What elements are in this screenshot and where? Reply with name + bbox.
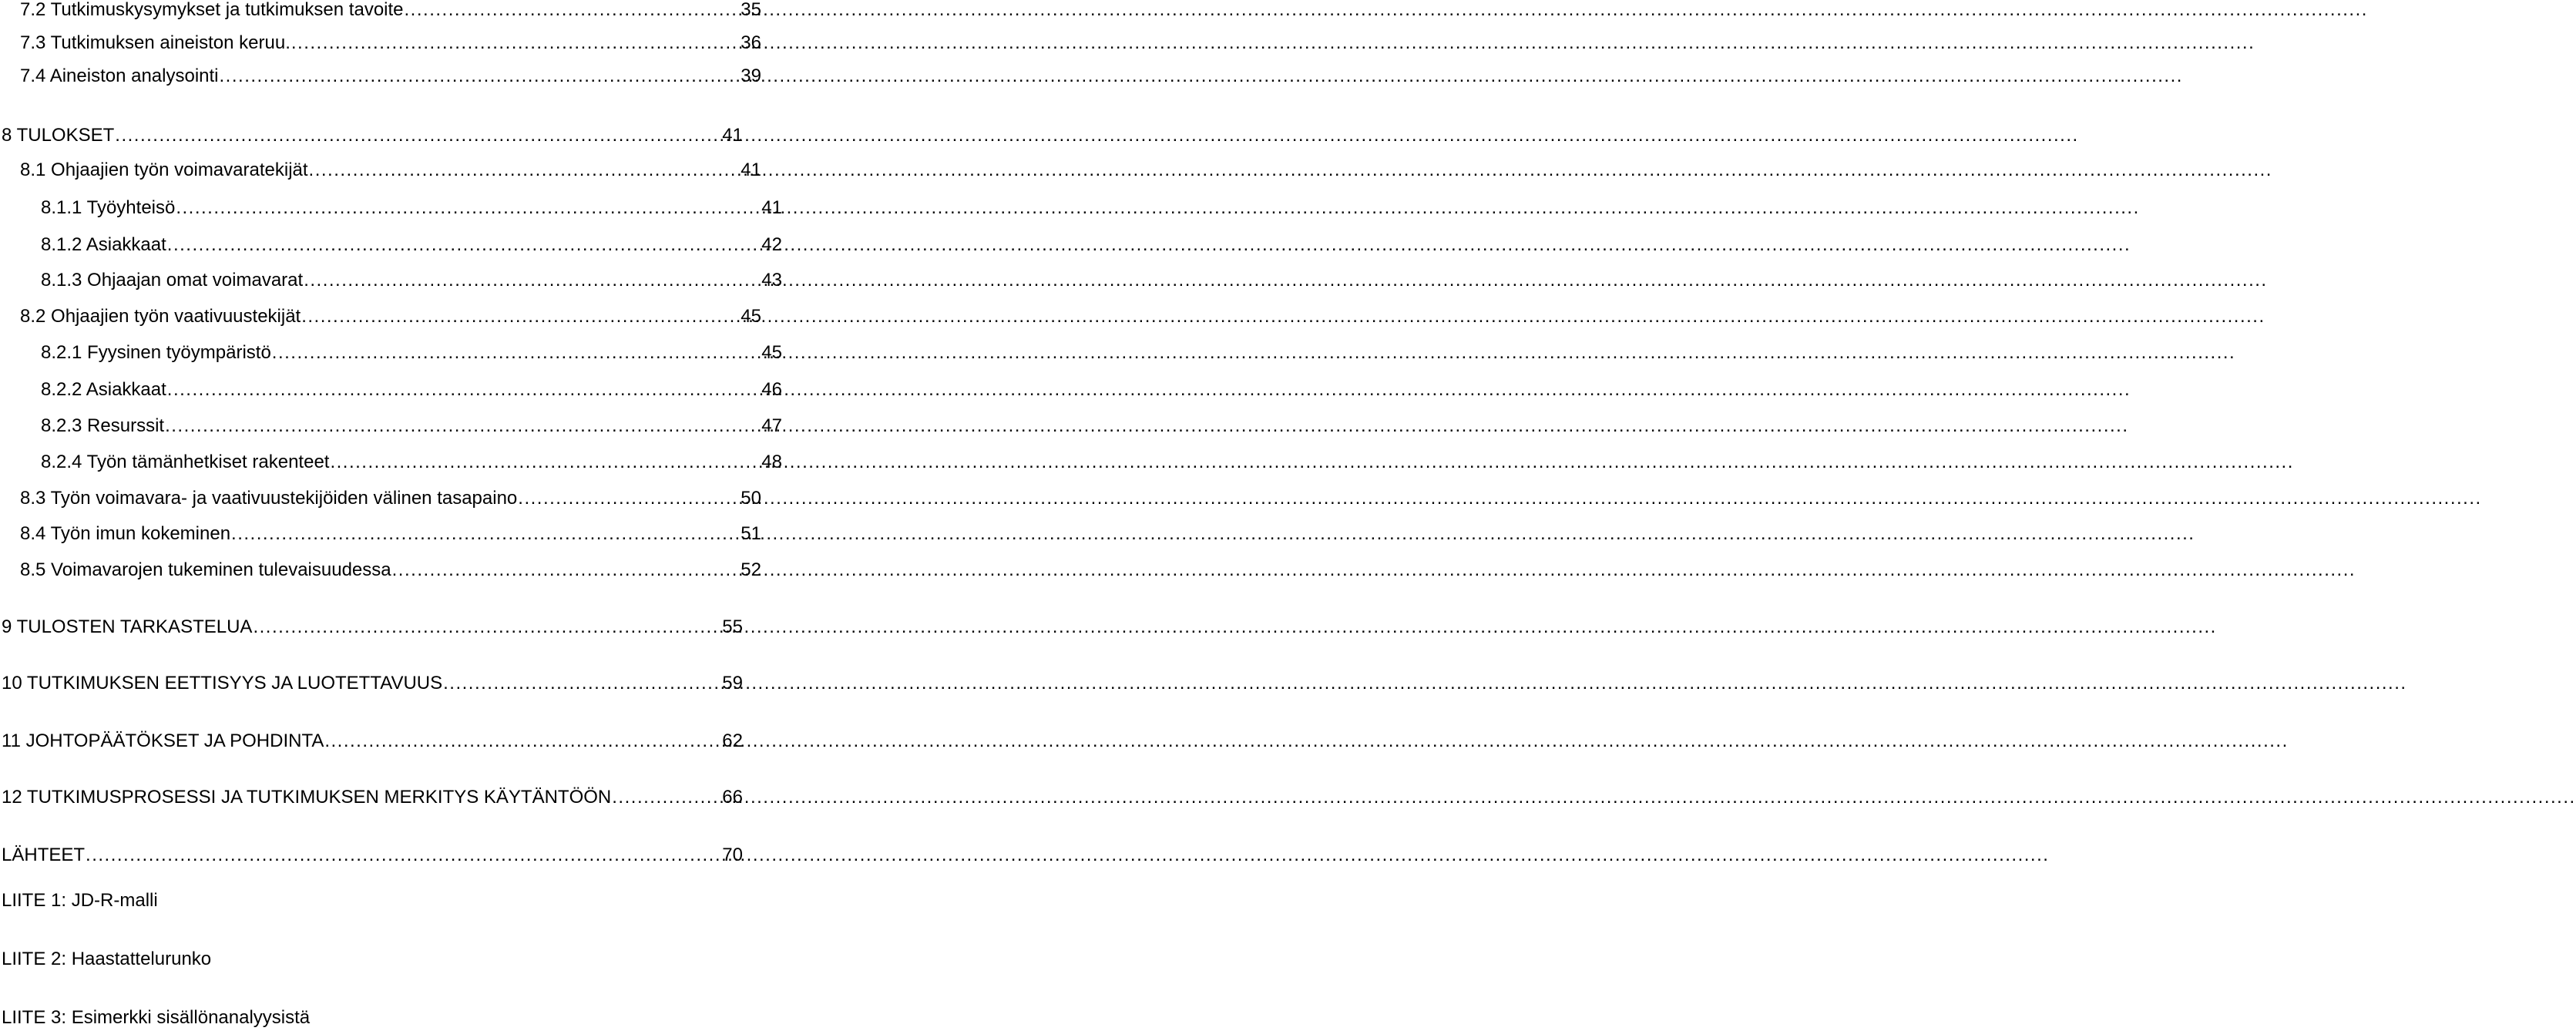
toc-entry-title: 8.2.3 Resurssit [41, 415, 165, 436]
toc-entry-page: 45 [741, 306, 761, 327]
toc-entry-page: 52 [741, 559, 761, 580]
toc-entry-title: 11 JOHTOPÄÄTÖKSET JA POHDINTA [2, 730, 324, 751]
dot-leader [309, 158, 741, 183]
toc-entry-title: 8.2.2 Asiakkaat [41, 379, 166, 400]
toc-entry[interactable] [0, 304, 761, 329]
toc-entry-title: 8.3 Työn voimavara- ja vaativuustekijöiden välinen tasapaino [20, 488, 518, 509]
dot-leader [167, 378, 761, 402]
toc-entry-page: 51 [741, 523, 761, 544]
toc-entry[interactable] [0, 158, 761, 183]
toc-entry[interactable] [0, 522, 761, 546]
toc-entry-page: 62 [722, 730, 743, 751]
toc-entry-title: 8.1.2 Asiakkaat [41, 234, 166, 255]
toc-entry-title: 10 TUTKIMUKSEN EETTISYYS JA LUOTETTAVUUS [2, 673, 443, 693]
appendix-entry[interactable]: LIITE 3: Esimerkki sisällönanalyysistä [2, 1007, 311, 1028]
dot-leader [330, 450, 761, 475]
toc-entry-page: 41 [741, 160, 761, 180]
toc-entry-page: 46 [761, 379, 782, 400]
toc-entry-page: 41 [722, 125, 743, 146]
dot-leader [220, 64, 741, 89]
toc-entry[interactable] [0, 785, 743, 810]
toc-entry-page: 43 [761, 270, 782, 290]
toc-entry-page: 55 [722, 616, 743, 637]
dot-leader [301, 304, 740, 329]
toc-entry[interactable] [0, 615, 743, 640]
appendix-entry[interactable]: LIITE 1: JD-R-malli [2, 890, 158, 911]
toc-entry[interactable] [0, 671, 743, 696]
toc-entry-title: 7.3 Tutkimuksen aineiston keruu. [20, 32, 291, 53]
toc-entry[interactable] [0, 414, 782, 438]
toc-entry[interactable] [0, 233, 782, 257]
dot-leader [272, 341, 761, 365]
toc-entry[interactable] [0, 450, 782, 475]
toc-entry[interactable] [0, 341, 782, 365]
toc-entry-title: 8 TULOKSET [2, 125, 115, 146]
dot-leader [291, 31, 740, 55]
dot-leader [324, 729, 721, 754]
toc-entry-title: 7.2 Tutkimuskysymykset ja tutkimuksen tavoite [20, 0, 404, 20]
dot-leader [612, 785, 721, 810]
toc-entry-page: 59 [722, 673, 743, 693]
toc-entry-page: 70 [722, 845, 743, 865]
toc-entry-page: 35 [741, 0, 761, 20]
toc-entry-title: 8.2 Ohjaajien työn vaativuustekijät [20, 306, 301, 327]
toc-entry-page: 42 [761, 234, 782, 255]
toc-entry[interactable] [0, 268, 782, 293]
dot-leader [115, 123, 721, 148]
dot-leader [165, 414, 761, 438]
toc-entry-title: 8.1.1 Työyhteisö [41, 197, 176, 218]
dot-leader [167, 233, 761, 257]
toc-entry-page: 50 [741, 488, 761, 509]
toc-entry[interactable] [0, 196, 782, 220]
dot-leader [405, 0, 741, 22]
toc-entry-title: 7.4 Aineiston analysointi [20, 65, 219, 86]
toc-entry[interactable] [0, 378, 782, 402]
toc-entry-title: 9 TULOSTEN TARKASTELUA [2, 616, 253, 637]
toc-entry-page: 48 [761, 452, 782, 472]
dot-leader [253, 615, 721, 640]
toc-entry-page: 66 [722, 787, 743, 808]
toc-entry-title: 8.2.4 Työn tämänhetkiset rakenteet [41, 452, 330, 472]
toc-entry[interactable] [0, 64, 761, 89]
toc-entry-page: 47 [761, 415, 782, 436]
toc-entry[interactable] [0, 31, 761, 55]
toc-entry-title: 8.2.1 Fyysinen työympäristö [41, 342, 271, 363]
toc-entry-title: LÄHTEET [2, 845, 86, 865]
dot-leader [518, 486, 740, 511]
toc-entry[interactable] [0, 0, 761, 22]
toc-entry[interactable] [0, 123, 743, 148]
dot-leader [443, 671, 721, 696]
toc-entry-page: 39 [741, 65, 761, 86]
toc-entry-title: 8.1 Ohjaajien työn voimavaratekijät [20, 160, 308, 180]
toc-entry-page: 45 [761, 342, 782, 363]
toc-entry[interactable] [0, 558, 761, 583]
toc-entry-title: 8.5 Voimavarojen tukeminen tulevaisuudessa [20, 559, 391, 580]
toc-entry[interactable] [0, 843, 743, 868]
dot-leader [176, 196, 761, 220]
toc-entry[interactable] [0, 729, 743, 754]
dot-leader [86, 843, 721, 868]
toc-entry-page: 36 [741, 32, 761, 53]
dot-leader [392, 558, 741, 583]
appendix-entry[interactable]: LIITE 2: Haastattelurunko [2, 949, 212, 969]
toc-entry-title: 8.1.3 Ohjaajan omat voimavarat [41, 270, 304, 290]
toc-entry[interactable] [0, 486, 761, 511]
dot-leader [304, 268, 761, 293]
dot-leader [231, 522, 740, 546]
toc-entry-page: 41 [761, 197, 782, 218]
toc-entry-title: 12 TUTKIMUSPROSESSI JA TUTKIMUKSEN MERKITYS KÄYTÄNTÖÖN [2, 787, 612, 808]
toc-entry-title: 8.4 Työn imun kokeminen [20, 523, 231, 544]
